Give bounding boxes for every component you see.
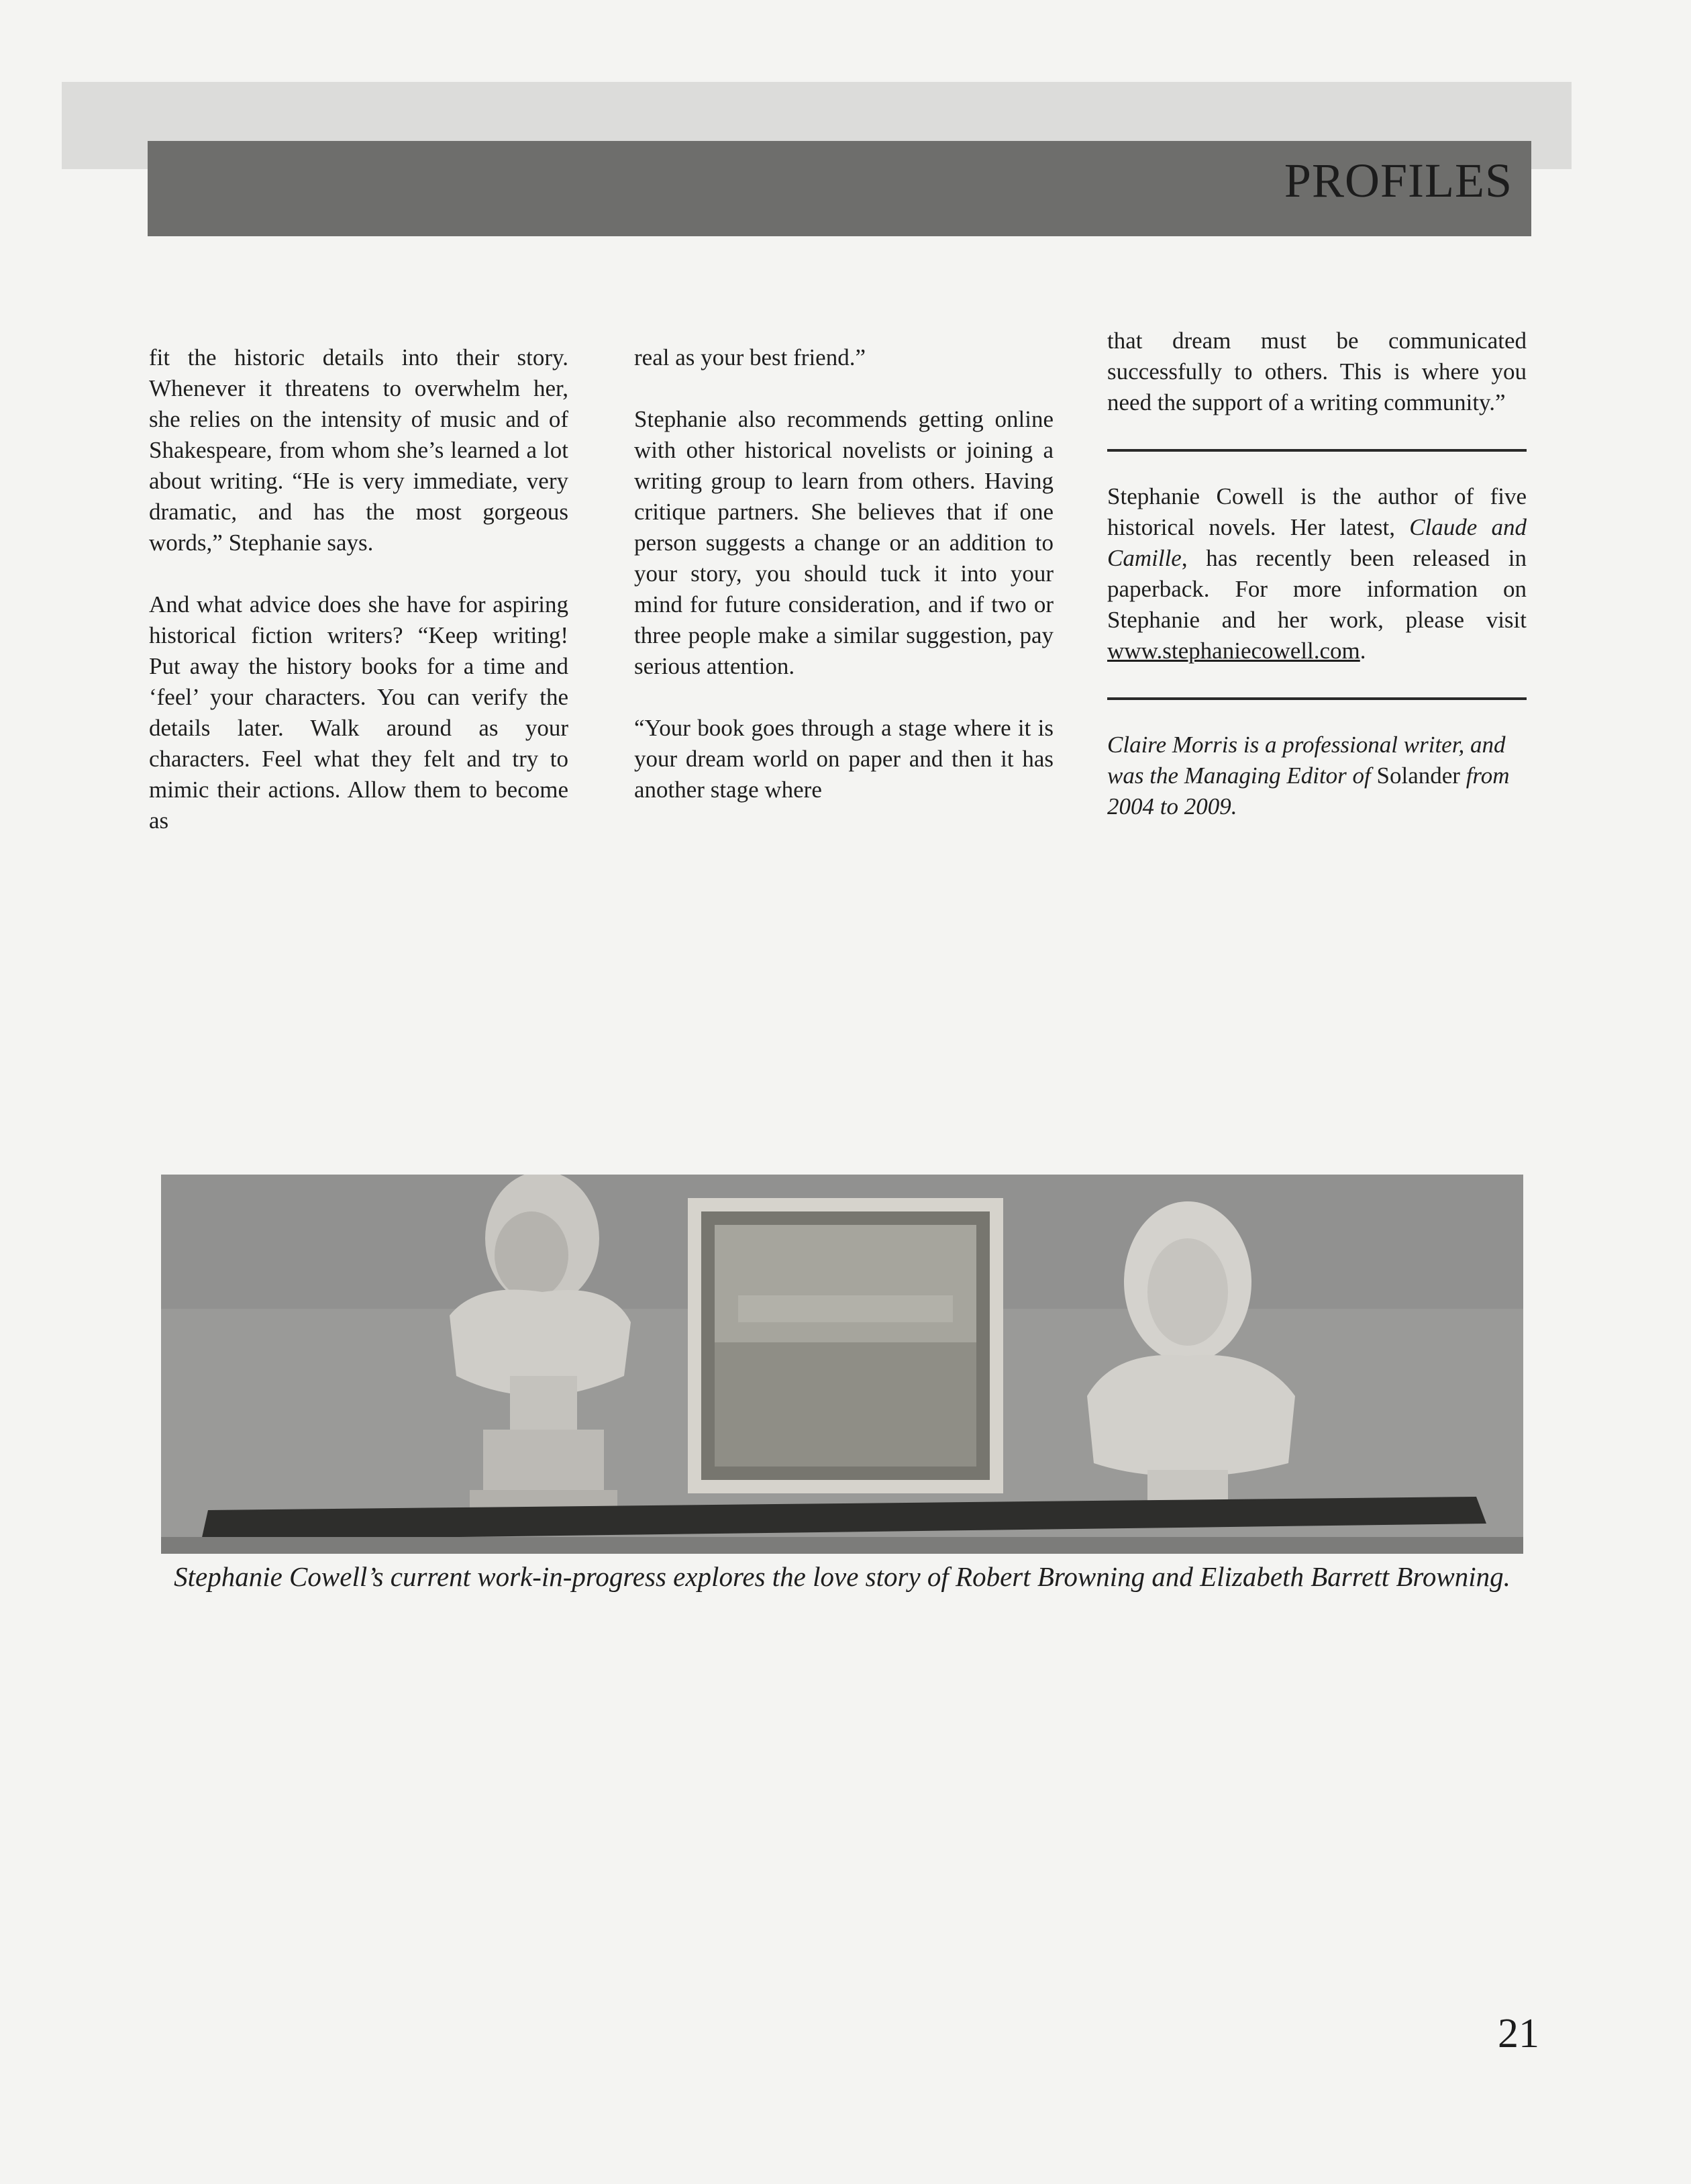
page-number: 21 — [1498, 2011, 1539, 2056]
paragraph: real as your best friend.” — [634, 344, 866, 370]
paragraph: that dream must be communicated successfully to others. This is where you need the support of a writing community.” — [1107, 328, 1527, 415]
text-column-3 — [1107, 326, 1527, 853]
byline-text: from 2004 to 2009. — [1107, 762, 1510, 820]
section-label: PROFILES — [1284, 154, 1513, 207]
photo-caption: Stephanie Cowell’s current work-in-progress explores the love story of Robert Browning and Elizabeth Barrett Browning. — [174, 1561, 1510, 1592]
author-bio — [1107, 481, 1527, 666]
text-column-1 — [149, 342, 568, 867]
mantelpiece-photo — [161, 1175, 1523, 1554]
contributor-byline — [1107, 730, 1527, 822]
section-header-bar — [148, 141, 1531, 236]
divider-rule — [1107, 449, 1527, 452]
paragraph: And what advice does she have for aspiring historical fiction writers? “Keep writing! Put away the history books for a time and ‘feel’ your characters. You can verify the details later. Walk around as your characters. Feel what they felt and try to mimic their actions. Allow them to become as — [149, 591, 568, 834]
text-column-2 — [634, 342, 1054, 836]
bio-text: . — [1360, 638, 1366, 664]
book-title: Claude and Camille — [1107, 514, 1527, 571]
framed-painting — [688, 1198, 1003, 1493]
author-website-link[interactable]: www.stephaniecowell.com — [1107, 638, 1360, 664]
bio-text: , has recently been released in paperback. For more information on Stephanie and her work, please visit — [1107, 545, 1527, 633]
byline-text: Claire Morris is a professional writer, and was the Managing Editor of — [1107, 732, 1506, 789]
publication-name: Solander — [1376, 762, 1460, 789]
bio-text: Stephanie Cowell is the author of five historical novels. Her latest, — [1107, 483, 1527, 540]
paragraph: Stephanie also recommends getting online with other historical novelists or joining a writing group to learn from others. Having critique partners. She believes that if one person suggests a change or an addition to your story, you should tuck it into your mind for future consideration, and if two or three people make a similar suggestion, pay serious attention. — [634, 406, 1054, 679]
paragraph: “Your book goes through a stage where it is your dream world on paper and then it has another stage where — [634, 715, 1054, 803]
divider-rule — [1107, 697, 1527, 700]
paragraph: fit the historic details into their story. Whenever it threatens to overwhelm her, she relies on the intensity of music and of Shakespeare, from whom she’s learned a lot about writing. “He is very immediate, very dramatic, and has the most gorgeous words,” Stephanie says. — [149, 344, 568, 556]
